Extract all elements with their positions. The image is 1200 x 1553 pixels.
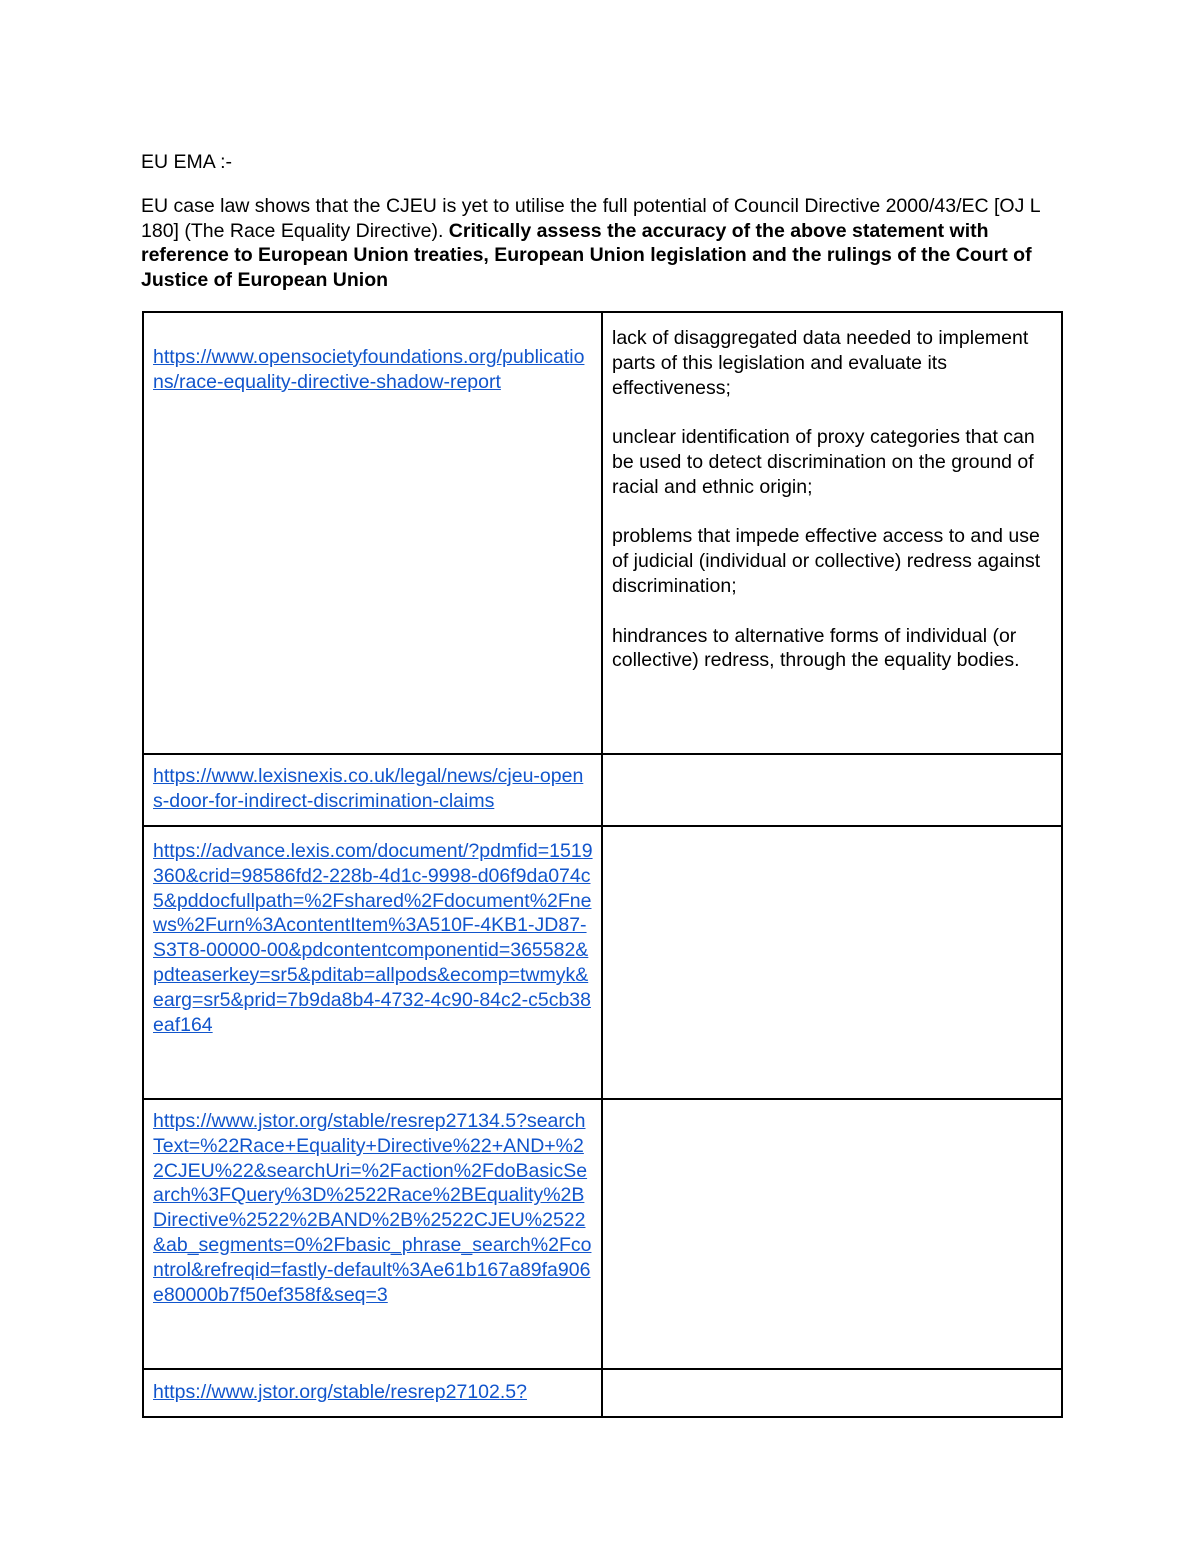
document-heading: EU EMA :- bbox=[141, 151, 233, 173]
notes-cell[interactable] bbox=[602, 754, 1062, 826]
question-statement: EU case law shows that the CJEU is yet to utilise the full potential of Council Directive 2000/43/EC [OJ L 180] (The Race Equality Directive). bbox=[141, 195, 1040, 242]
notes-cell bbox=[602, 312, 1062, 754]
link-cell bbox=[143, 754, 602, 826]
references-table bbox=[142, 311, 1063, 1418]
table-row bbox=[143, 1099, 1062, 1369]
table-row bbox=[143, 754, 1062, 826]
link-cell bbox=[143, 312, 602, 754]
notes-cell[interactable] bbox=[602, 1369, 1062, 1417]
reference-link[interactable]: https://www.lexisnexis.co.uk/legal/news/cjeu-opens-door-for-indirect-discrimination-claims bbox=[153, 765, 584, 812]
notes-cell[interactable] bbox=[602, 826, 1062, 1099]
reference-link[interactable]: https://www.jstor.org/stable/resrep27134.5?searchText=%22Race+Equality+Directive%22+AND+%22CJEU%22&searchUri=%2Faction%2FdoBasicSearch%3FQuery%3D%2522Race%2BEquality%2BDirective%2522%2BAND%2B%2522CJEU%2522&ab_segments=0%2Fbasic_phrase_search%2Fcontrol&refreqid=fastly-default%3Ae61b167a89fa906e80000b7f50ef358f&seq=3 bbox=[153, 1110, 592, 1306]
link-cell bbox=[143, 826, 602, 1099]
note-item: hindrances to alternative forms of individual (or collective) redress, through the equality bodies. bbox=[612, 624, 1020, 672]
link-cell bbox=[143, 1369, 602, 1417]
reference-link[interactable]: https://www.opensocietyfoundations.org/publications/race-equality-directive-shadow-report bbox=[153, 346, 585, 393]
assignment-question bbox=[141, 194, 1066, 292]
link-cell bbox=[143, 1099, 602, 1369]
note-item: problems that impede effective access to and use of judicial (individual or collective) redress against discrimination; bbox=[612, 525, 1041, 597]
reference-link[interactable]: https://advance.lexis.com/document/?pdmfid=1519360&crid=98586fd2-228b-4d1c-9998-d06f9da074c5&pddocfullpath=%2Fshared%2Fdocument%2Fnews%2Furn%3AcontentItem%3A510F-4KB1-JD87-S3T8-00000-00&pdcontentcomponentid=365582&pdteaserkey=sr5&pditab=allpods&ecomp=twmyk&earg=sr5&prid=7b9da8b4-4732-4c90-84c2-c5cb38eaf164 bbox=[153, 840, 593, 1036]
note-item: unclear identification of proxy categories that can be used to detect discrimination on the ground of racial and ethnic origin; bbox=[612, 426, 1035, 498]
table-row bbox=[143, 826, 1062, 1099]
reference-link[interactable]: https://www.jstor.org/stable/resrep27102.5? bbox=[153, 1381, 527, 1403]
question-instruction: Critically assess the accuracy of the above statement with reference to European Union treaties, European Union legislation and the rulings of the Court of Justice of European Union bbox=[141, 219, 1032, 291]
table-row bbox=[143, 1369, 1062, 1417]
notes-cell[interactable] bbox=[602, 1099, 1062, 1369]
note-item: lack of disaggregated data needed to implement parts of this legislation and evaluate its effectiveness; bbox=[612, 327, 1029, 399]
table-row bbox=[143, 312, 1062, 754]
